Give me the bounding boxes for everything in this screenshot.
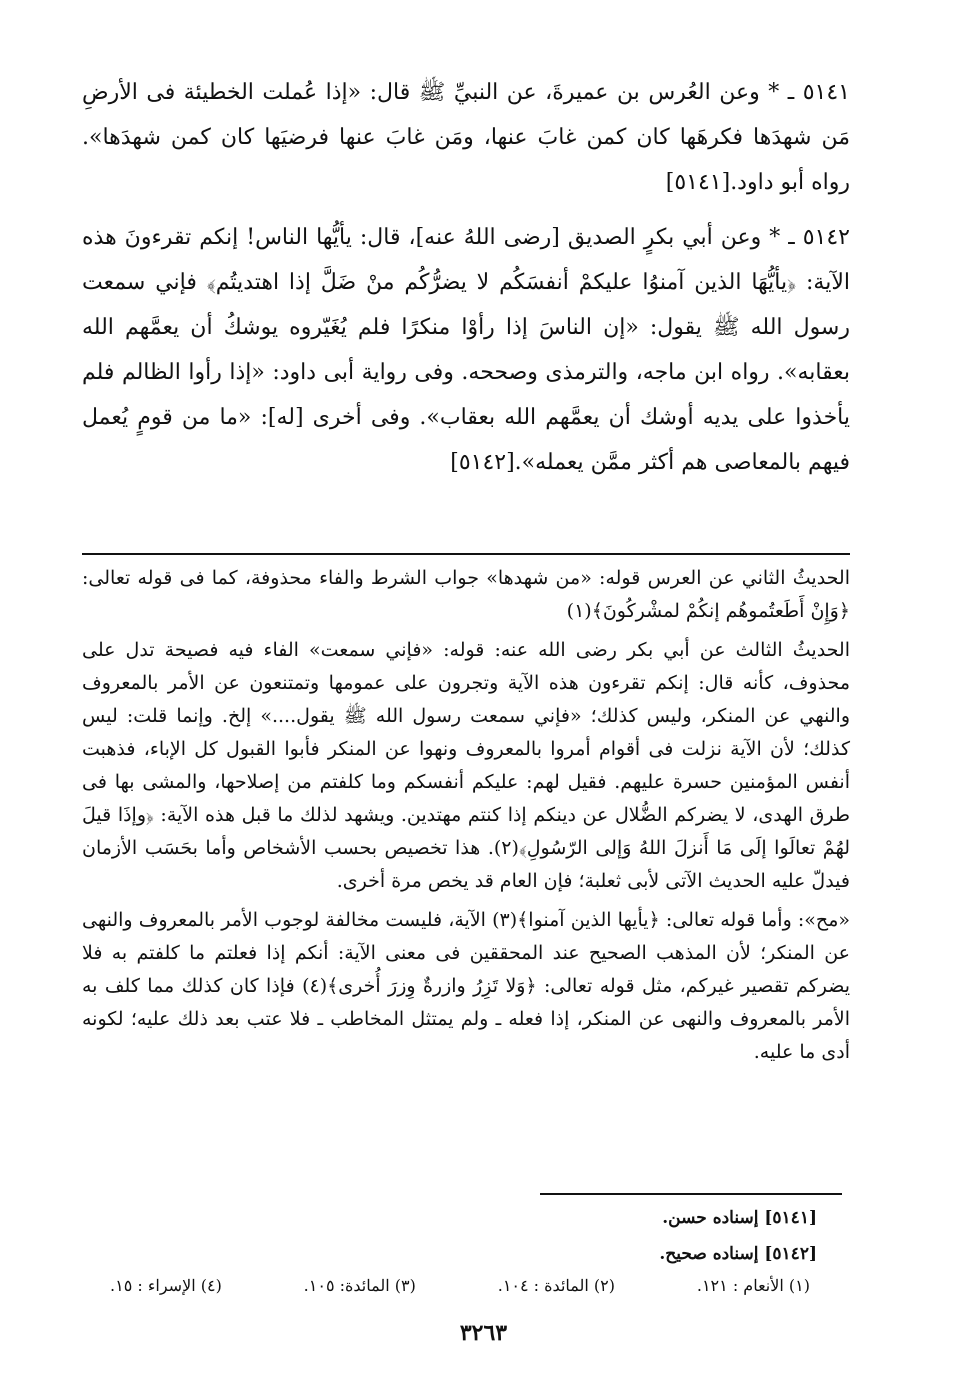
hadith-5141: ٥١٤١ ـ * وعن العُرس بن عميرةَ، عن النبيِّ ﷺ قال: «إذا عُملت الخطيئة فى الأرضِ مَن شهدَها فكرهَها كان كمن غابَ عنها، ومَن غابَ عنها فرضيَها كان كمن شهدَها». رواه أبو داود.[٥١٤١] — [82, 80, 850, 195]
reference-2: (٢) المائدة : ١٠٤. — [497, 1276, 616, 1295]
grading-5141: [٥١٤١] إسناده حسن. — [662, 1208, 817, 1228]
grading-5142: [٥١٤٢] إسناده صحيح. — [659, 1244, 817, 1264]
commentary-paragraph: الحديثُ الثالث عن أبي بكر رضى الله عنه: قوله: «فإني سمعت» الفاء فيه فصيحة تدل على محذوف، كأنه قال: إنكم تقرءون هذه الآية وتجرون على عمومها وتمتنعون عن الأمر بالمعروف والنهي عن المنكر، وليس كذلك؛ «فإني سمعت رسول الله ﷺ يقول....» إلخ. وإنما قلت: ليس كذلك؛ لأن الآية نزلت فى أقوام أمروا بالمعروف ونهوا عن المنكر فأبوا القبول كل الإباء، فذهبت أنفس المؤمنين حسرة عليهم. فقيل لهم: عليكم أنفسكم وما كلفتم من إصلاحها، والمشى بها فى طرق الهدى، لا يضركم الضُّلال عن دينكم إذا كنتم مهتدين. ويشهد لذلك ما قبل هذه الآية: ﴿وإذَا قيلَ لهُمْ تعالَوا إلَى مَا أَنزلَ اللهُ وَإلى الرّسُولِ﴾(٢). هذا تخصيص بحسب الأشخاص وأما بحَسَب الأزمان فيدلّ عليه الحديث الآتى لأبى ثعلبة؛ فإن العام قد يخص مرة أخرى. — [82, 639, 850, 892]
quran-references — [110, 1276, 810, 1295]
commentary-paragraph: «مح»: وأما قوله تعالى: ﴿يأيها الذين آمنوا﴾(٣) الآية، فليست مخالفة لوجوب الأمر بالمعروف والنهى عن المنكر؛ لأن المذهب الصحيح عند المحققين فى معنى الآية: أنكم إذا فعلتم ما كلفتم به فلا يضركم تقصير غيركم، مثل قوله تعالى: ﴿وَلا تَزِرُ وازرةٌ وِزرَ أُخرى﴾(٤) فإذا كان كذلك مما كلف به الأمر بالمعروف والنهى عن المنكر، إذا فعله ـ ولم يمتثل المخاطب ـ فلا عتب بعد ذلك عليه؛ لكونه أدى ما عليه. — [82, 909, 851, 1063]
reference-1: (١) الأنعام : ١٢١. — [696, 1276, 810, 1295]
reference-4: (٤) الإسراء : ١٥. — [110, 1276, 222, 1295]
reference-3: (٣) المائدة: ١٠٥. — [303, 1276, 416, 1295]
commentary-paragraph: الحديثُ الثاني عن العرس قوله: «من شهدها» جواب الشرط والفاء محذوفة، كما فى قوله تعالى: ﴿وَإِنْ أَطَعتُموهُم إنكُمْ لمشْركُونَ﴾(١) — [82, 567, 850, 622]
hadith-5142: ٥١٤٢ ـ * وعن أبي بكرٍ الصديق [رضى اللهُ عنه]، قال: يأيُّها الناس! إنكم تقرءونَ هذه الآية: ﴿يأيُّهَا الذين آمنوُا عليكمْ أنفسَكُم لا يضرُّكُم منْ ضَلَّ إذا اهتديتُم﴾ فإني سمعت رسول الله ﷺ يقول: «إن الناسَ إذا رأوْا منكرًا فلم يُغَيّروه يوشكُ أن يعمَّهم الله بعقابه». رواه ابن ماجه، والترمذى وصححه. وفى رواية أبى داود: «إذا رأوا الظالم فلم يأخذوا على يديه أوشك أن يعمَّهم الله بعقاب». وفى أخرى [له]: «ما من قومٍ يُعمل فيهم بالمعاصى هم أكثر ممَّن يعمله».[٥١٤٢] — [82, 225, 850, 475]
page-number: ٣٢٦٣ — [459, 1320, 508, 1346]
footnote-divider — [540, 1193, 842, 1195]
commentary — [82, 562, 850, 1075]
commentary-divider — [82, 553, 850, 555]
main-text — [82, 70, 850, 495]
